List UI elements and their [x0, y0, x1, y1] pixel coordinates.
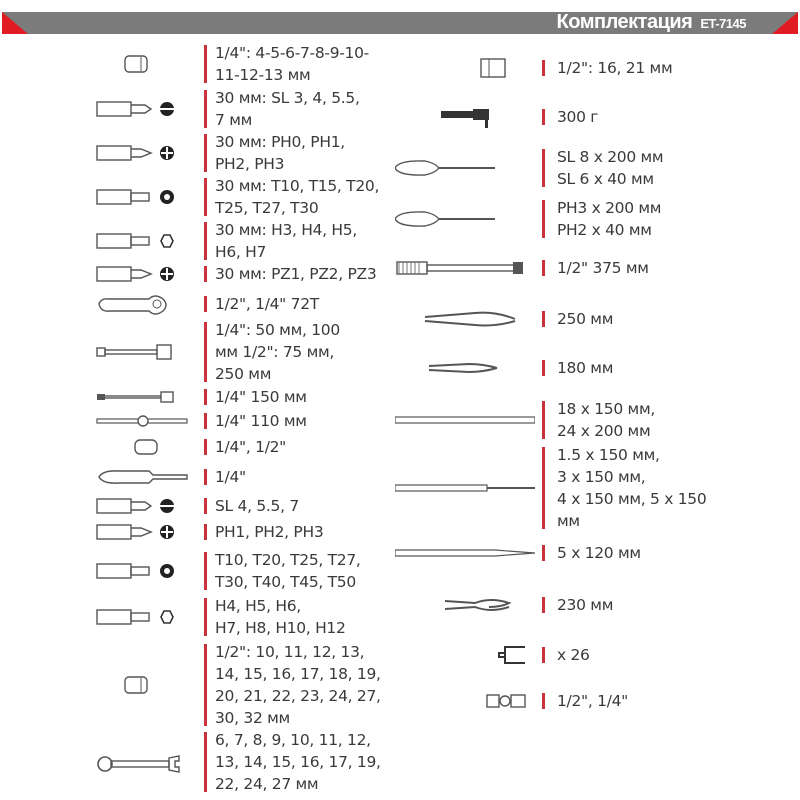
spec-line: 1/4", 1/2"	[215, 438, 287, 456]
item-spec	[215, 87, 360, 131]
spec-line: 1/2" 375 мм	[557, 259, 649, 277]
divider-bar	[204, 389, 207, 405]
item-spec	[215, 641, 381, 729]
hammer-icon	[395, 105, 535, 133]
divider-bar	[204, 732, 207, 792]
item-spec	[215, 410, 307, 432]
spec-line: PH3 x 200 мм	[557, 199, 662, 217]
model-number: ET-7145	[700, 16, 746, 31]
spec-line: 20, 21, 22, 23, 24, 27,	[215, 687, 381, 705]
chisel-icon	[395, 408, 535, 436]
item-spec	[557, 57, 672, 79]
side-cutters-icon	[395, 593, 535, 621]
spec-line: 1/4"	[215, 468, 246, 486]
spec-line: 1/2": 16, 21 мм	[557, 59, 673, 77]
hex-bit-icon	[95, 229, 195, 257]
spec-line: 300 г	[557, 108, 599, 126]
spec-line: PH1, PH2, PH3	[215, 523, 324, 541]
spec-line: 5 x 120 мм	[557, 544, 641, 562]
divider-bar	[204, 222, 207, 260]
spec-line: 1.5 x 150 мм,	[557, 446, 660, 464]
item-spec	[215, 175, 379, 219]
item-spec	[215, 521, 323, 543]
divider-bar	[542, 401, 545, 439]
spec-line: x 26	[557, 646, 590, 664]
item-spec	[557, 398, 655, 442]
pin-punch-icon	[395, 476, 535, 504]
adapter-icon	[95, 435, 195, 463]
combination-wrench-icon	[95, 750, 195, 778]
item-spec	[557, 594, 613, 616]
item-spec	[557, 644, 590, 666]
item-spec	[557, 542, 641, 564]
divider-bar	[542, 60, 545, 76]
spec-line: 30 мм: PZ1, PZ2, PZ3	[215, 265, 377, 283]
item-spec	[215, 293, 319, 315]
item-spec	[215, 319, 340, 385]
slotted-bit-icon	[95, 97, 195, 125]
spec-line: 1/4": 50 мм, 100	[215, 321, 340, 339]
divider-bar	[542, 360, 545, 376]
item-spec	[215, 549, 361, 593]
pozidriv-bit-icon	[95, 262, 195, 290]
t-handle-icon	[95, 409, 195, 437]
socket-icon	[95, 673, 195, 701]
slotted-bit-icon	[95, 494, 195, 522]
item-spec	[215, 436, 286, 458]
item-spec	[215, 495, 299, 517]
divider-bar	[204, 439, 207, 455]
header-accent-left	[2, 12, 28, 34]
universal-joint-icon	[395, 689, 535, 717]
phillips-screwdriver-icon	[395, 207, 535, 235]
slotted-screwdriver-icon	[395, 156, 535, 184]
divider-bar	[204, 524, 207, 540]
divider-bar	[542, 647, 545, 663]
spec-line: H4, H5, H6,	[215, 597, 301, 615]
item-spec	[215, 595, 346, 639]
hex-bit-icon	[95, 605, 195, 633]
spec-line: 230 мм	[557, 596, 614, 614]
divider-bar	[542, 447, 545, 529]
ratchet-icon	[95, 292, 195, 320]
item-spec	[215, 729, 381, 795]
divider-bar	[542, 545, 545, 561]
divider-bar	[204, 322, 207, 382]
divider-bar	[542, 693, 545, 709]
title-text: Комплектация	[556, 11, 693, 33]
spec-line: 1/2", 1/4" 72T	[215, 295, 319, 313]
spec-line: H6, H7	[215, 243, 267, 261]
divider-bar	[542, 311, 545, 327]
divider-bar	[204, 598, 207, 636]
spec-line: T25, T27, T30	[215, 199, 319, 217]
torx-bit-icon	[95, 185, 195, 213]
divider-bar	[542, 597, 545, 613]
item-spec	[557, 257, 649, 279]
page-title	[557, 11, 746, 34]
spec-line: 11-12-13 мм	[215, 66, 311, 84]
divider-bar	[204, 413, 207, 429]
spec-line: PH2 x 40 мм	[557, 221, 652, 239]
divider-bar	[542, 149, 545, 187]
divider-bar	[204, 644, 207, 726]
spec-line: SL 8 x 200 мм	[557, 148, 664, 166]
spec-line: 250 мм	[557, 310, 614, 328]
divider-bar	[204, 45, 207, 83]
spec-line: 22, 24, 27 мм	[215, 775, 319, 793]
spec-line: 180 мм	[557, 359, 614, 377]
spec-line: SL 4, 5.5, 7	[215, 497, 299, 515]
water-pump-pliers-icon	[395, 307, 535, 335]
item-spec	[557, 106, 598, 128]
divider-bar	[204, 134, 207, 172]
header-accent-right	[772, 12, 798, 34]
combination-pliers-icon	[395, 356, 535, 384]
divider-bar	[542, 109, 545, 125]
divider-bar	[204, 469, 207, 485]
item-spec	[215, 466, 246, 488]
spec-line: 1/2", 1/4"	[557, 692, 629, 710]
spec-line: мм	[557, 512, 580, 530]
spec-line: 24 x 200 мм	[557, 422, 651, 440]
spec-line: мм 1/2": 75 мм,	[215, 343, 335, 361]
spec-line: 18 x 150 мм,	[557, 400, 655, 418]
breaker-bar-icon	[395, 256, 535, 284]
phillips-bit-icon	[95, 141, 195, 169]
spec-line: 30 мм: T10, T15, T20,	[215, 177, 380, 195]
item-spec	[215, 131, 345, 175]
bit-holder-icon	[395, 643, 535, 671]
spec-line: 250 мм	[215, 365, 272, 383]
spec-line: 30 мм: SL 3, 4, 5.5,	[215, 89, 360, 107]
divider-bar	[204, 552, 207, 590]
spec-line: T10, T20, T25, T27,	[215, 551, 361, 569]
spec-line: 30 мм: H3, H4, H5,	[215, 221, 357, 239]
spark-plug-socket-icon	[395, 56, 535, 84]
divider-bar	[542, 200, 545, 238]
spec-line: PH2, PH3	[215, 155, 285, 173]
spec-line: 30 мм: PH0, PH1,	[215, 133, 345, 151]
spec-line: 14, 15, 16, 17, 18, 19,	[215, 665, 381, 683]
spec-line: 4 x 150 мм, 5 x 150	[557, 490, 707, 508]
item-spec	[557, 357, 613, 379]
divider-bar	[204, 178, 207, 216]
divider-bar	[204, 266, 207, 282]
divider-bar	[542, 260, 545, 276]
spec-line: 30, 32 мм	[215, 709, 290, 727]
spec-line: 1/4" 110 мм	[215, 412, 307, 430]
extension-bar-icon	[95, 340, 195, 368]
spec-line: 7 мм	[215, 111, 252, 129]
item-spec	[557, 690, 628, 712]
center-punch-icon	[395, 541, 535, 569]
spec-line: SL 6 x 40 мм	[557, 170, 654, 188]
item-spec	[215, 263, 376, 285]
spec-line: 1/4" 150 мм	[215, 388, 307, 406]
divider-bar	[204, 90, 207, 128]
divider-bar	[204, 498, 207, 514]
spec-line: 3 x 150 мм,	[557, 468, 646, 486]
spec-line: 13, 14, 15, 16, 17, 19,	[215, 753, 381, 771]
spec-line: T30, T40, T45, T50	[215, 573, 356, 591]
divider-bar	[204, 296, 207, 312]
item-spec	[557, 308, 613, 330]
spec-line: H7, H8, H10, H12	[215, 619, 346, 637]
socket-icon	[95, 52, 195, 80]
spec-line: 1/2": 10, 11, 12, 13,	[215, 643, 365, 661]
item-spec	[557, 444, 706, 532]
phillips-bit-icon	[95, 520, 195, 548]
item-spec	[215, 42, 369, 86]
item-spec	[557, 197, 661, 241]
torx-bit-icon	[95, 559, 195, 587]
item-spec	[215, 219, 357, 263]
spec-line: 1/4": 4-5-6-7-8-9-10-	[215, 44, 369, 62]
bit-driver-icon	[95, 465, 195, 493]
spec-line: 6, 7, 8, 9, 10, 11, 12,	[215, 731, 371, 749]
item-spec	[557, 146, 663, 190]
item-spec	[215, 386, 307, 408]
